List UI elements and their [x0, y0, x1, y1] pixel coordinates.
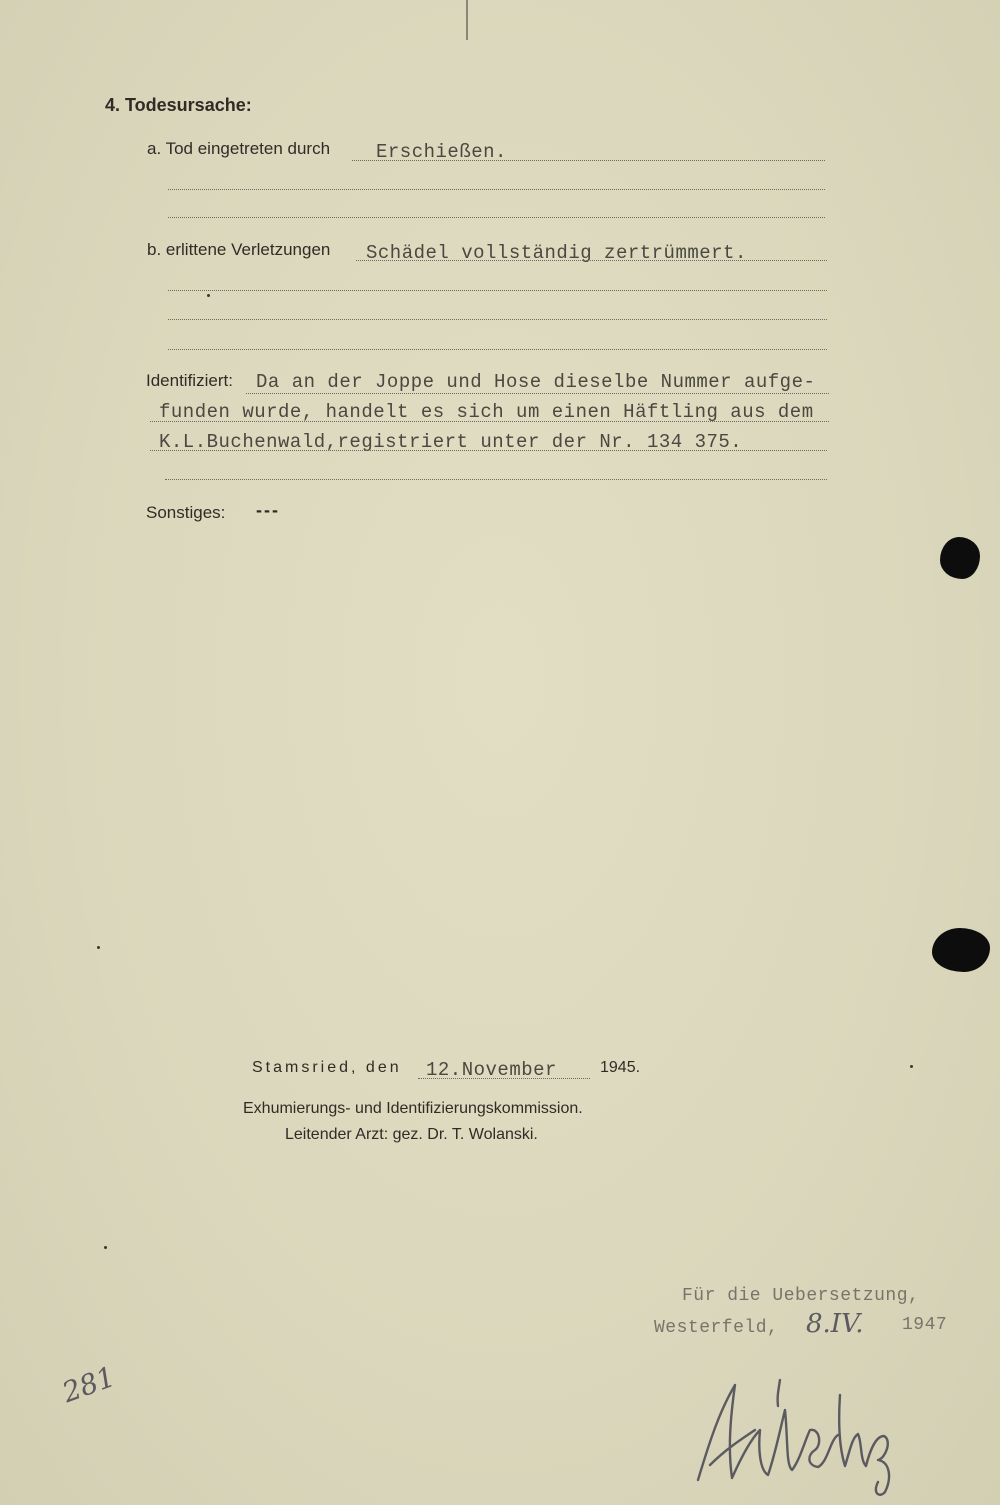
- punch-hole: [932, 928, 990, 972]
- speck: [910, 1065, 913, 1068]
- doctor-line: Leitender Arzt: gez. Dr. T. Wolanski.: [285, 1126, 538, 1143]
- other-value: ---: [256, 500, 280, 520]
- translation-note-line-1: Für die Uebersetzung,: [682, 1286, 920, 1306]
- dotted-line: [168, 189, 825, 190]
- top-mark: [466, 0, 468, 40]
- dotted-line: [168, 290, 827, 291]
- identified-line-1: Da an der Joppe und Hose dieselbe Nummer aufge-: [256, 371, 816, 393]
- identified-label: Identifiziert:: [146, 371, 233, 390]
- dotted-line: [418, 1078, 590, 1079]
- speck: [207, 294, 210, 297]
- dotted-line: [168, 349, 827, 350]
- punch-hole: [940, 537, 980, 579]
- dotted-line: [246, 393, 829, 394]
- dotted-line: [150, 450, 827, 451]
- dotted-line: [168, 217, 825, 218]
- handwritten-page-number: 281: [57, 1359, 120, 1410]
- identified-line-2: funden wurde, handelt es sich um einen Häftling aus dem: [159, 401, 814, 423]
- dotted-line: [356, 260, 827, 261]
- section-heading: 4. Todesursache:: [105, 95, 252, 115]
- death-cause-label: a. Tod eingetreten durch: [147, 139, 331, 158]
- dotted-line: [150, 421, 829, 422]
- identified-line-3: K.L.Buchenwald,registriert unter der Nr. 134 375.: [159, 431, 743, 453]
- dotted-line: [168, 319, 827, 320]
- dotted-line: [165, 479, 827, 480]
- commission-line: Exhumierungs- und Identifizierungskommission.: [243, 1100, 583, 1117]
- signature-image: [680, 1370, 910, 1500]
- date-value: 12.November: [426, 1059, 557, 1081]
- year-label: 1945.: [600, 1059, 641, 1076]
- speck: [104, 1246, 107, 1249]
- translation-note-place: Westerfeld,: [654, 1318, 779, 1338]
- death-cause-value: Erschießen.: [376, 141, 507, 163]
- translation-note-year: 1947: [902, 1315, 948, 1335]
- place-date-label: Stamsried, den: [252, 1059, 402, 1076]
- other-label: Sonstiges:: [146, 503, 226, 522]
- translation-note-date: 8.IV.: [806, 1309, 864, 1339]
- dotted-line: [352, 160, 825, 161]
- injuries-value: Schädel vollständig zertrümmert.: [366, 242, 747, 264]
- speck: [97, 946, 100, 949]
- injuries-label: b. erlittene Verletzungen: [147, 240, 331, 259]
